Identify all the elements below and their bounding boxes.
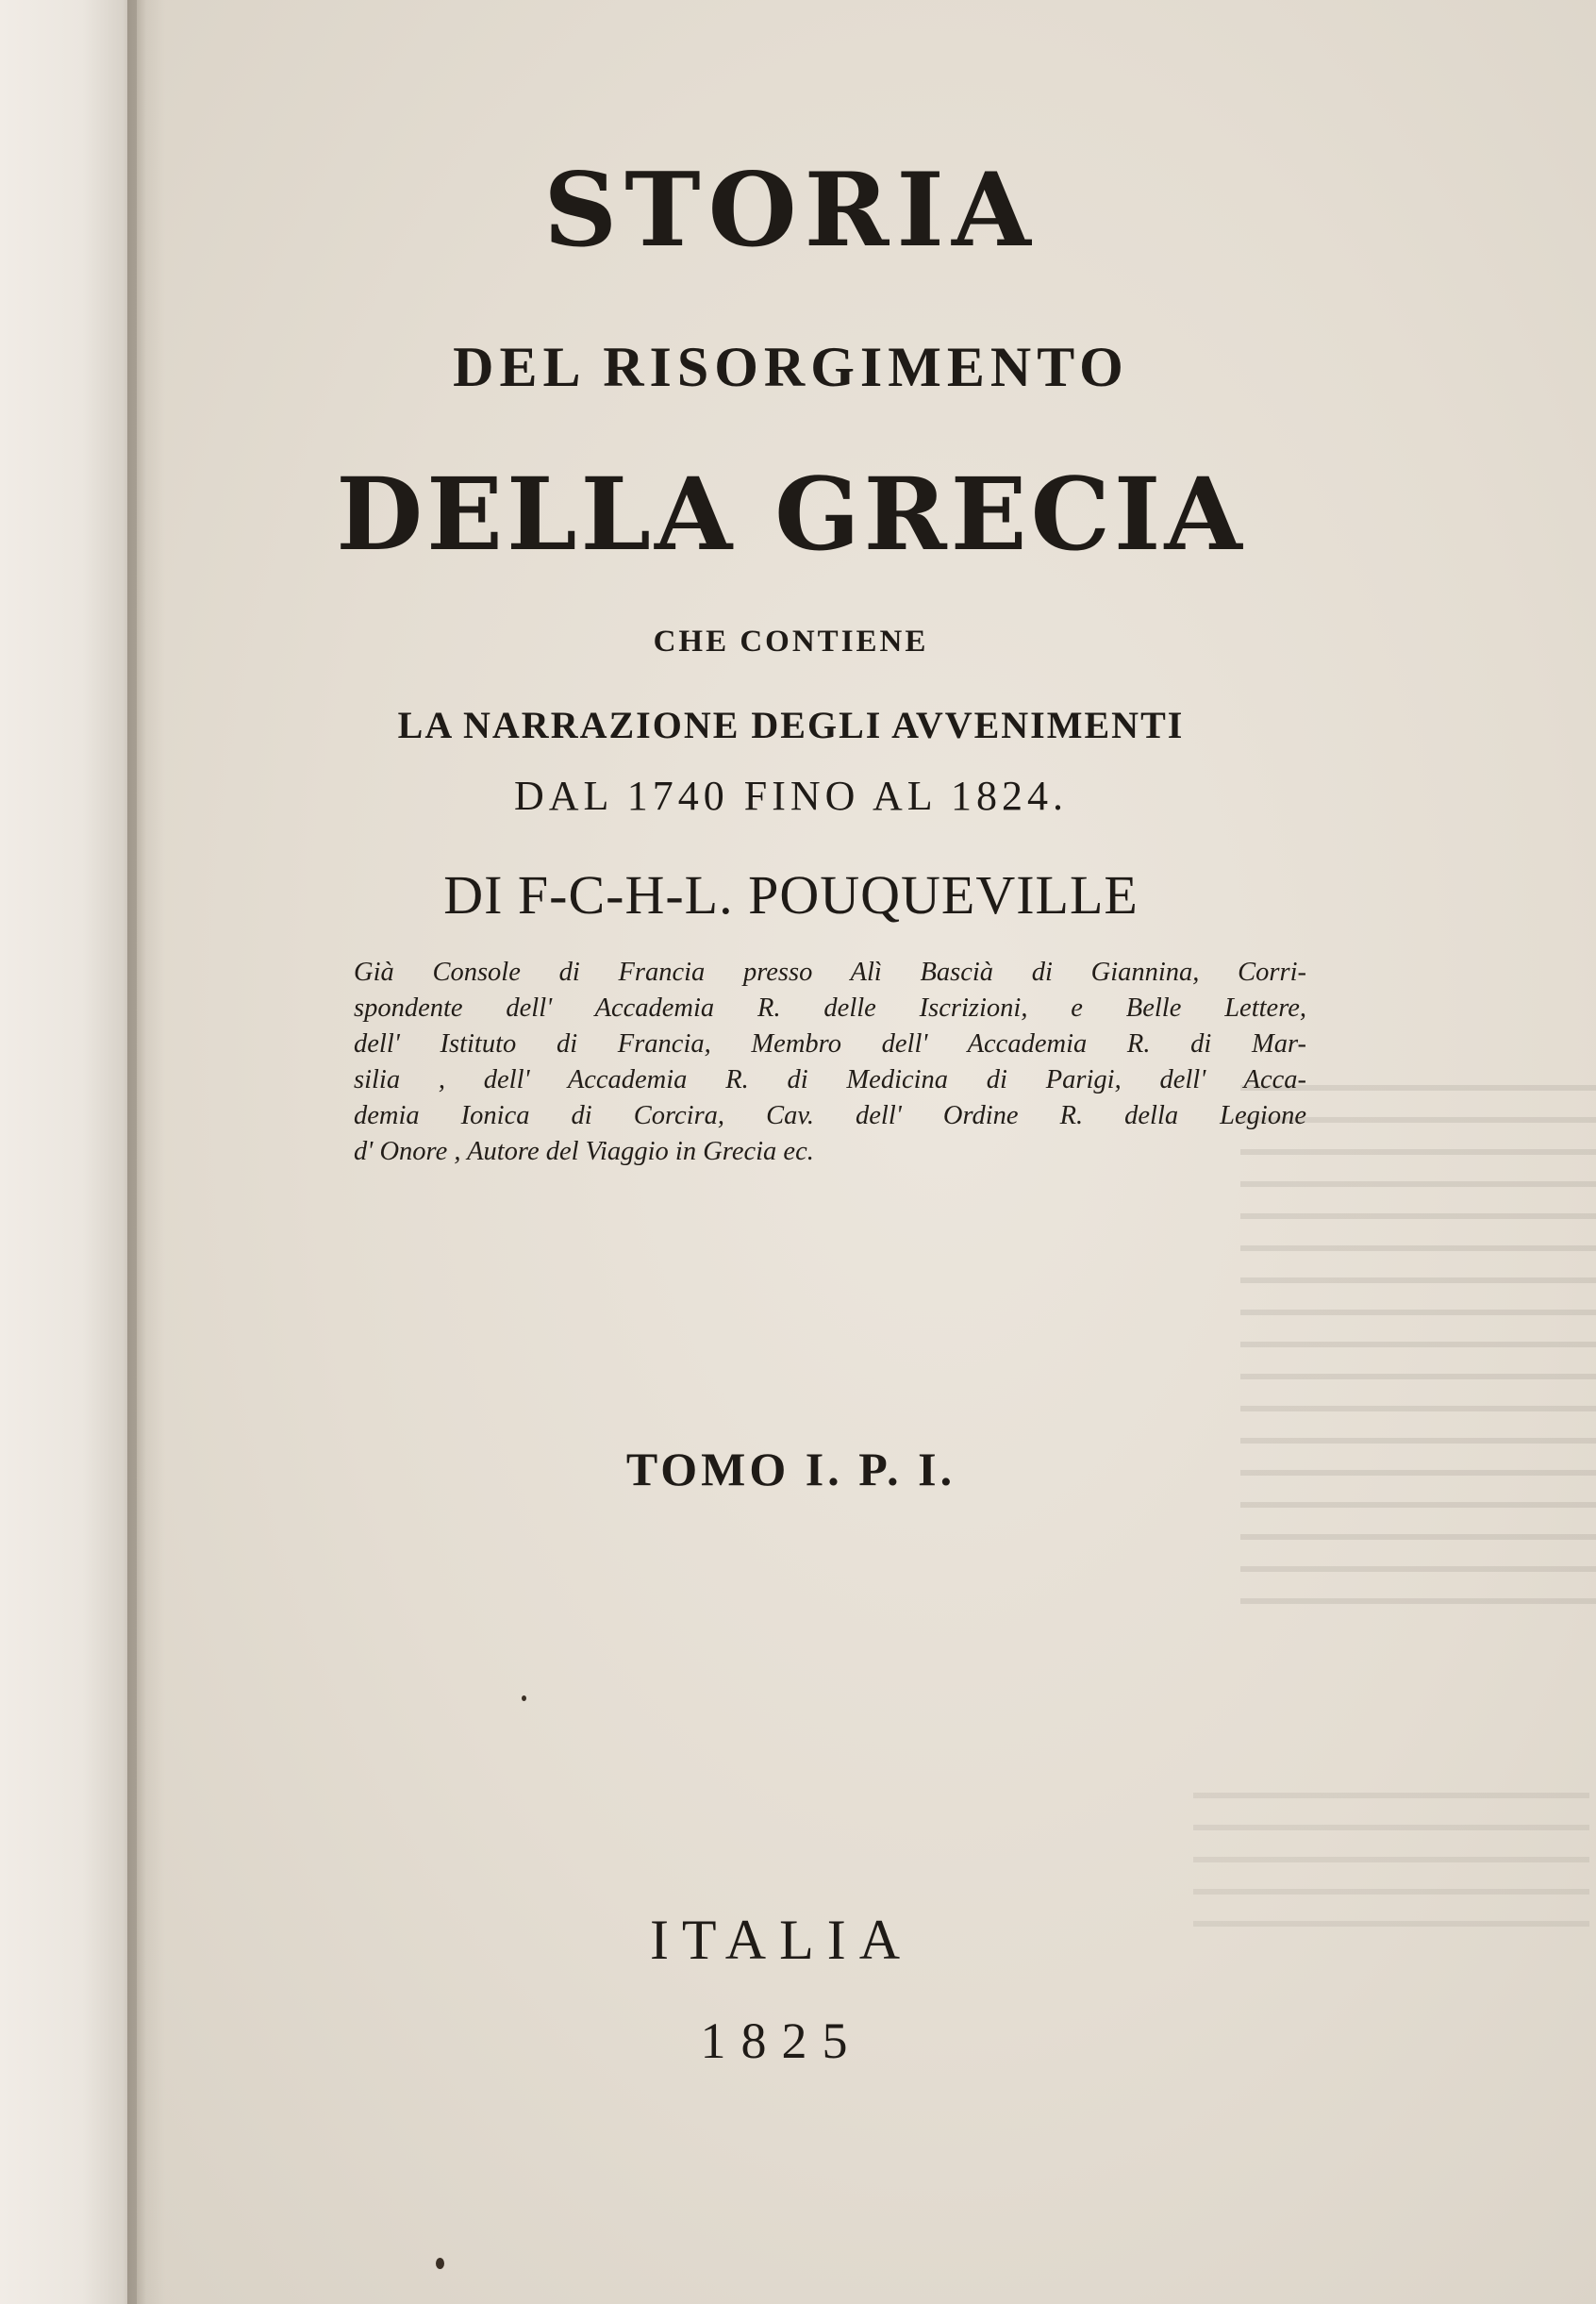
credentials-line: dell' Istituto di Francia, Membro dell' Accademia R. di Mar- xyxy=(354,1029,1306,1059)
subtitle-narrazione: LA NARRAZIONE DEGLI AVVENIMENTI xyxy=(397,704,1185,746)
paper-speck xyxy=(522,1695,526,1701)
title-line-grecia: DELLA GRECIA xyxy=(336,455,1246,573)
imprint-place: ITALIA xyxy=(649,1909,914,1971)
credentials-line: silia , dell' Accademia R. di Medicina di Parigi, dell' Acca- xyxy=(354,1065,1306,1094)
credentials-line: Già Console di Francia presso Alì Bascià di Giannina, Corri- xyxy=(354,958,1306,987)
title-line-storia: STORIA xyxy=(543,151,1039,270)
paper-speck xyxy=(436,2258,444,2269)
subtitle-dates: DAL 1740 FINO AL 1824. xyxy=(513,773,1069,819)
title-line-risorgimento: DEL RISORGIMENTO xyxy=(453,336,1129,398)
subtitle-che-contiene: CHE CONTIENE xyxy=(653,625,929,659)
imprint-year: 1825 xyxy=(700,2012,863,2069)
credentials-line: spondente dell' Accademia R. delle Iscrizioni, e Belle Lettere, xyxy=(354,993,1306,1023)
volume-number: TOMO I. P. I. xyxy=(625,1443,956,1495)
credentials-line: d' Onore , Autore del Viaggio in Grecia ec. xyxy=(354,1137,814,1166)
author-credentials xyxy=(354,955,1306,1170)
credentials-line: demia Ionica di Corcira, Cav. dell' Ordine R. della Legione xyxy=(354,1101,1306,1130)
author-name: DI F-C-H-L. POUQUEVILLE xyxy=(443,864,1139,926)
